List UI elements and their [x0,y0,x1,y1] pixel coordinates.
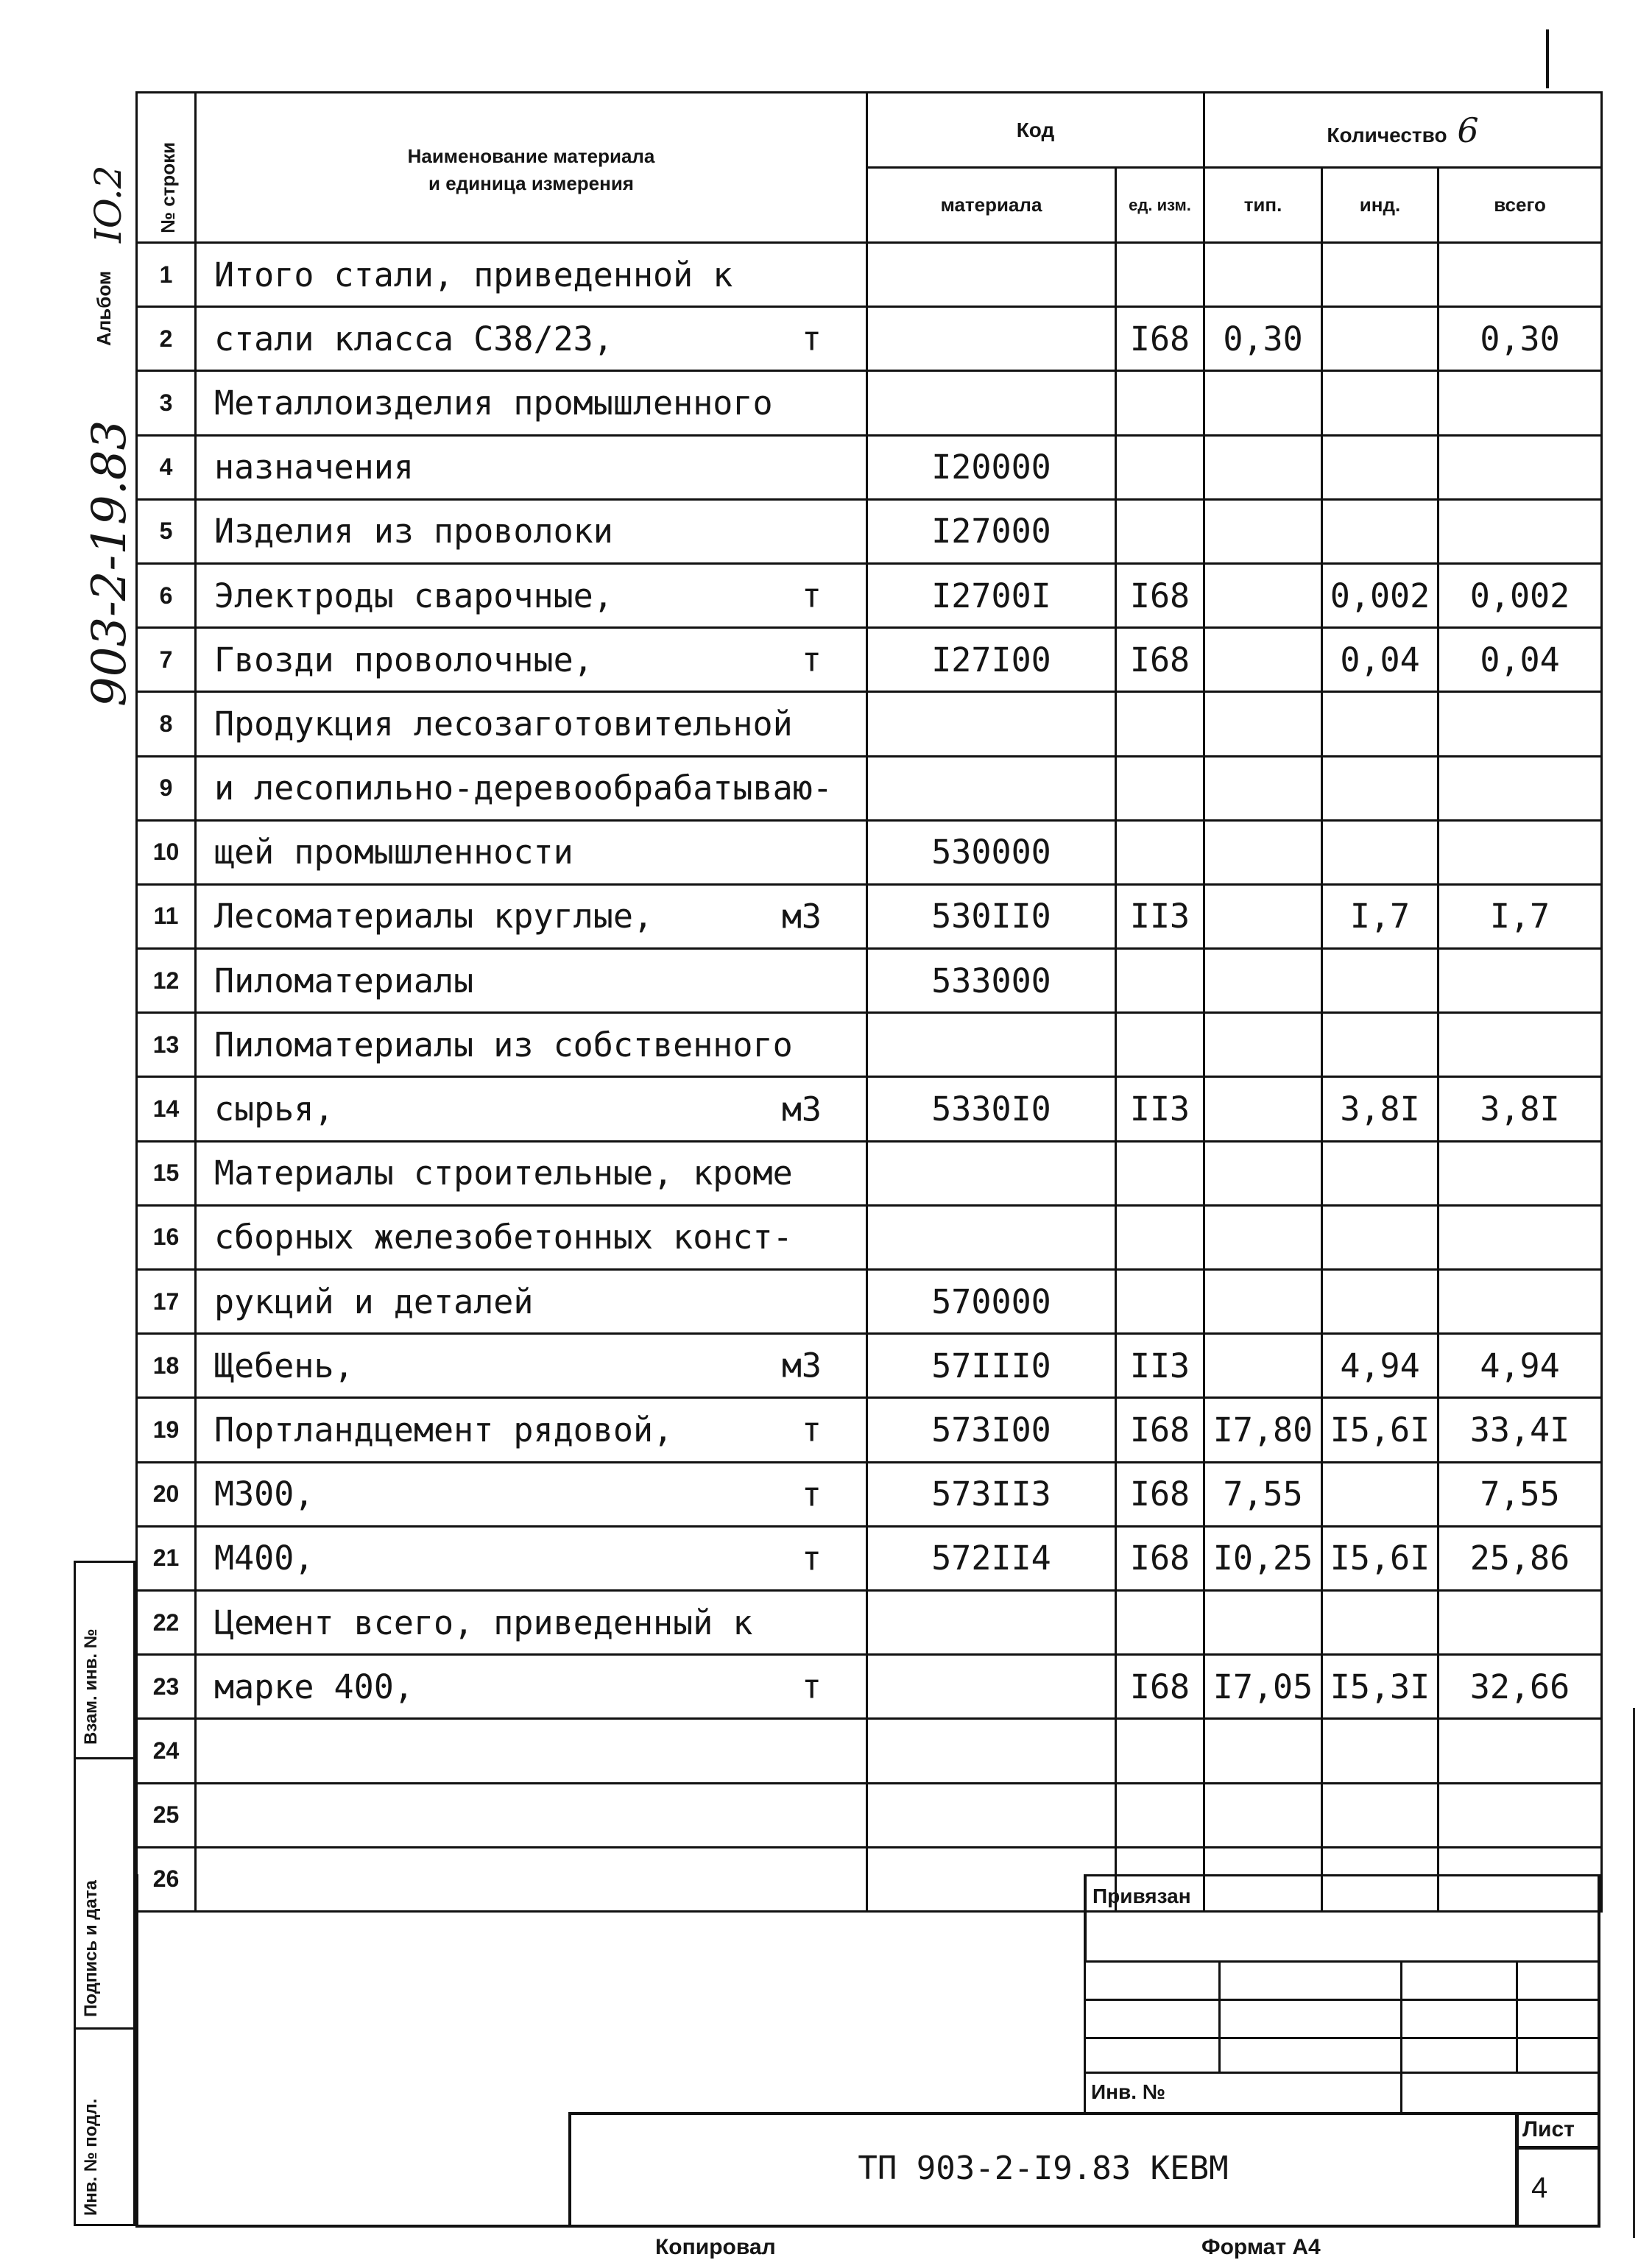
qty-ind [1322,692,1439,756]
qty-typ [1204,1013,1322,1077]
material-unit: т [801,1667,822,1706]
material-name-text: сырья, [214,1090,334,1129]
tied-grid-a [1084,1960,1221,2001]
qty-typ: 0,30 [1204,307,1322,371]
header-material-name: Наименование материала и единица измерения [196,93,867,243]
inv-no-label: Инв. № [1091,2080,1166,2103]
material-name-text: и лесопильно-деревообрабатываю- [214,769,833,808]
qty-ind [1322,756,1439,820]
unit-code [1116,1719,1204,1783]
material-code [867,1141,1116,1205]
material-code: 573II3 [867,1462,1116,1526]
material-unit: м3 [781,1346,822,1385]
material-unit: м3 [781,897,822,936]
material-name-text: сборных железобетонных конст- [214,1218,793,1257]
unit-code [1116,1783,1204,1847]
unit-code [1116,1013,1204,1077]
unit-code: I68 [1116,307,1204,371]
stamp-signature-date: Подпись и дата [81,1880,101,2017]
material-name-text: Изделия из проволоки [214,512,613,551]
material-code: 573I00 [867,1398,1116,1462]
material-name [196,1270,867,1334]
material-code [867,243,1116,307]
tied-grid-l [1516,2037,1600,2074]
material-name-text: щей промышленности [214,833,573,872]
material-code [867,1719,1116,1783]
table-row [137,1205,1602,1269]
unit-code: I68 [1116,1398,1204,1462]
table-row [137,1141,1602,1205]
unit-code [1116,435,1204,499]
material-name-text: назначения [214,448,414,487]
row-number: 10 [137,820,196,884]
unit-code [1116,1141,1204,1205]
qty-ind [1322,1205,1439,1269]
material-code: 530000 [867,820,1116,884]
qty-total [1439,371,1602,435]
qty-ind [1322,371,1439,435]
qty-ind: I5,3I [1322,1655,1439,1719]
row-number: 1 [137,243,196,307]
footer-format: Формат А4 [1201,2235,1321,2259]
qty-total [1439,949,1602,1013]
material-code: 530II0 [867,884,1116,948]
unit-code: I68 [1116,1655,1204,1719]
project-number: 903-2-19.83 [82,420,137,707]
tied-grid-d [1516,1960,1600,2001]
row-number: 13 [137,1013,196,1077]
qty-ind [1322,1719,1439,1783]
material-name-text: Лесоматериалы круглые, [214,897,654,936]
header-quantity: Количество 6 [1204,93,1602,168]
unit-code [1116,499,1204,563]
material-name [196,1526,867,1590]
material-code [867,1590,1116,1654]
album-number: IO.2 [87,165,130,243]
qty-ind: 0,002 [1322,563,1439,627]
unit-code [1116,692,1204,756]
material-name [196,371,867,435]
table-row [137,307,1602,371]
qty-total: 25,86 [1439,1526,1602,1590]
table-row [137,563,1602,627]
row-number: 14 [137,1077,196,1141]
footer-copied: Копировал [655,2235,776,2259]
material-name [196,307,867,371]
row-number: 6 [137,563,196,627]
table-row [137,1462,1602,1526]
qty-total [1439,1205,1602,1269]
qty-typ [1204,243,1322,307]
material-name [196,1783,867,1847]
row-number: 11 [137,884,196,948]
qty-ind: 0,04 [1322,628,1439,692]
table-row [137,1719,1602,1783]
qty-typ [1204,563,1322,627]
qty-total: 0,30 [1439,307,1602,371]
table-row [137,1334,1602,1398]
material-name-text: марке 400, [214,1667,414,1706]
table-row [137,1655,1602,1719]
row-number: 22 [137,1590,196,1654]
qty-total [1439,1719,1602,1783]
qty-typ [1204,1141,1322,1205]
material-name-text: Гвозди проволочные, [214,640,593,679]
unit-code: I68 [1116,628,1204,692]
material-name [196,628,867,692]
unit-code [1116,820,1204,884]
header-row-number: № строки [137,93,196,243]
header-qty-ind: инд. [1322,168,1439,243]
qty-ind: I,7 [1322,884,1439,948]
qty-total [1439,499,1602,563]
qty-ind [1322,1270,1439,1334]
material-code: I20000 [867,435,1116,499]
sheet-label: Лист [1522,2117,1575,2141]
qty-typ [1204,756,1322,820]
unit-code [1116,949,1204,1013]
qty-ind [1322,307,1439,371]
qty-total: 33,4I [1439,1398,1602,1462]
material-name-text: М300, [214,1475,314,1514]
material-name-text: Металлоизделия промышленного [214,383,773,423]
material-name [196,563,867,627]
qty-ind [1322,1141,1439,1205]
table-row [137,1077,1602,1141]
qty-typ [1204,1077,1322,1141]
unit-code: I68 [1116,1526,1204,1590]
qty-typ: I7,80 [1204,1398,1322,1462]
tied-grid-j [1218,2037,1402,2074]
row-number: 8 [137,692,196,756]
material-code [867,1013,1116,1077]
tied-grid-k [1400,2037,1518,2074]
qty-typ [1204,1783,1322,1847]
row-number: 5 [137,499,196,563]
qty-total: 0,002 [1439,563,1602,627]
material-name-text: Щебень, [214,1346,354,1385]
header-code-material: материала [867,168,1116,243]
qty-ind [1322,435,1439,499]
material-code: I27000 [867,499,1116,563]
material-name [196,435,867,499]
material-name [196,1719,867,1783]
qty-typ [1204,949,1322,1013]
row-number: 4 [137,435,196,499]
material-name [196,1077,867,1141]
table-row [137,371,1602,435]
qty-ind [1322,1590,1439,1654]
right-edge-line [1633,1708,1635,2238]
table-row [137,1590,1602,1654]
material-name [196,1590,867,1654]
material-unit: т [801,640,822,679]
material-name [196,756,867,820]
material-code: I2700I [867,563,1116,627]
table-row [137,435,1602,499]
material-name-text: Итого стали, приведенной к [214,255,733,294]
tied-grid-h [1516,1999,1600,2039]
row-number: 23 [137,1655,196,1719]
material-name-text: рукций и деталей [214,1282,534,1321]
unit-code: I68 [1116,563,1204,627]
qty-typ [1204,1270,1322,1334]
qty-total: 7,55 [1439,1462,1602,1526]
material-code [867,1205,1116,1269]
table-row [137,243,1602,307]
material-code [867,307,1116,371]
qty-typ [1204,692,1322,756]
material-name [196,1655,867,1719]
qty-total [1439,243,1602,307]
material-code: 572II4 [867,1526,1116,1590]
qty-typ: I0,25 [1204,1526,1322,1590]
material-code: 570000 [867,1270,1116,1334]
row-number: 18 [137,1334,196,1398]
material-unit: м3 [781,1090,822,1129]
qty-total: I,7 [1439,884,1602,948]
corner-mark [1546,29,1549,88]
qty-total [1439,1270,1602,1334]
qty-total [1439,820,1602,884]
qty-typ [1204,435,1322,499]
header-code: Код [867,93,1204,168]
qty-total [1439,1141,1602,1205]
table-row [137,692,1602,756]
material-name [196,1398,867,1462]
row-number: 15 [137,1141,196,1205]
unit-code [1116,243,1204,307]
qty-typ: I7,05 [1204,1655,1322,1719]
material-code: I27I00 [867,628,1116,692]
qty-total [1439,756,1602,820]
table-row [137,1013,1602,1077]
qty-typ [1204,371,1322,435]
table-row [137,884,1602,948]
material-name [196,1141,867,1205]
unit-code [1116,756,1204,820]
qty-total [1439,1013,1602,1077]
material-unit: т [801,1410,822,1449]
table-row [137,820,1602,884]
qty-ind [1322,949,1439,1013]
qty-typ [1204,1590,1322,1654]
header-qty-total: всего [1439,168,1602,243]
materials-table [135,91,1603,1913]
material-name-text: М400, [214,1539,314,1578]
tied-grid-e [1084,1999,1221,2039]
quantity-hand-mark: 6 [1457,110,1479,150]
qty-total: 4,94 [1439,1334,1602,1398]
unit-code [1116,1205,1204,1269]
qty-ind [1322,1013,1439,1077]
material-code [867,756,1116,820]
row-number: 12 [137,949,196,1013]
material-name-text: стали класса С38/23, [214,319,613,359]
header-qty-typ: тип. [1204,168,1322,243]
qty-total: 0,04 [1439,628,1602,692]
qty-ind: 3,8I [1322,1077,1439,1141]
qty-typ: 7,55 [1204,1462,1322,1526]
material-unit: т [801,1475,822,1514]
tied-label: Привязан [1092,1885,1191,1907]
row-number: 16 [137,1205,196,1269]
material-name [196,949,867,1013]
qty-ind: I5,6I [1322,1398,1439,1462]
unit-code: I68 [1116,1462,1204,1526]
material-name [196,1462,867,1526]
unit-code [1116,1270,1204,1334]
material-code [867,1655,1116,1719]
material-name [196,499,867,563]
unit-code: II3 [1116,1334,1204,1398]
sheet-number: 4 [1531,2172,1548,2204]
tied-grid-i [1084,2037,1221,2074]
row-number: 2 [137,307,196,371]
row-number: 7 [137,628,196,692]
table-row [137,756,1602,820]
material-name-text: Цемент всего, приведенный к [214,1603,753,1642]
qty-typ [1204,884,1322,948]
material-name [196,1013,867,1077]
unit-code [1116,371,1204,435]
row-number: 24 [137,1719,196,1783]
material-unit: т [801,576,822,615]
material-code [867,692,1116,756]
row-number: 21 [137,1526,196,1590]
row-number: 20 [137,1462,196,1526]
material-name [196,1205,867,1269]
table-row [137,1270,1602,1334]
stamp-original-inv: Инв. № подл. [81,2098,101,2216]
row-number: 3 [137,371,196,435]
row-number: 26 [137,1847,196,1911]
qty-total [1439,1783,1602,1847]
qty-total [1439,1590,1602,1654]
material-code: 57III0 [867,1334,1116,1398]
table-row [137,1783,1602,1847]
unit-code [1116,1590,1204,1654]
tied-grid-c [1400,1960,1518,2001]
material-code: 5330I0 [867,1077,1116,1141]
qty-ind [1322,1783,1439,1847]
row-number: 17 [137,1270,196,1334]
qty-typ [1204,628,1322,692]
qty-total: 3,8I [1439,1077,1602,1141]
material-code: 533000 [867,949,1116,1013]
album-label: Альбом [93,270,115,346]
qty-ind: I5,6I [1322,1526,1439,1590]
tied-grid-b [1218,1960,1402,2001]
qty-total: 32,66 [1439,1655,1602,1719]
material-code [867,1783,1116,1847]
row-number: 9 [137,756,196,820]
material-name-text: Портландцемент рядовой, [214,1410,674,1449]
material-name-text: Пиломатериалы [214,961,474,1000]
table-row [137,1398,1602,1462]
row-number: 19 [137,1398,196,1462]
qty-ind [1322,243,1439,307]
qty-typ [1204,1205,1322,1269]
stamp-replace-inv: Взам. инв. № [81,1628,101,1745]
material-name [196,884,867,948]
material-name-text: Продукция лесозаготовительной [214,704,793,744]
material-name [196,1334,867,1398]
qty-total [1439,435,1602,499]
table-row [137,1526,1602,1590]
material-name-text: Электроды сварочные, [214,576,613,615]
unit-code: II3 [1116,884,1204,948]
tied-grid-g [1400,1999,1518,2039]
tied-grid-f [1218,1999,1402,2039]
material-name [196,692,867,756]
table-row [137,628,1602,692]
sheet-number-cell [1516,2147,1600,2228]
qty-typ [1204,1719,1322,1783]
header-code-unit: ед. изм. [1116,168,1204,243]
qty-ind: 4,94 [1322,1334,1439,1398]
document-code: ТП 903-2-I9.83 КЕВМ [858,2150,1229,2187]
qty-total [1439,692,1602,756]
material-unit: т [801,1539,822,1578]
qty-ind [1322,1462,1439,1526]
table-row [137,949,1602,1013]
qty-typ [1204,820,1322,884]
material-name [196,820,867,884]
row-number: 25 [137,1783,196,1847]
unit-code: II3 [1116,1077,1204,1141]
material-unit: т [801,319,822,359]
qty-ind [1322,820,1439,884]
table-row [137,499,1602,563]
qty-ind [1322,499,1439,563]
material-name [196,243,867,307]
qty-typ [1204,1334,1322,1398]
qty-typ [1204,499,1322,563]
material-name-text: Материалы строительные, кроме [214,1154,793,1193]
material-code [867,371,1116,435]
material-name-text: Пиломатериалы из собственного [214,1025,793,1064]
